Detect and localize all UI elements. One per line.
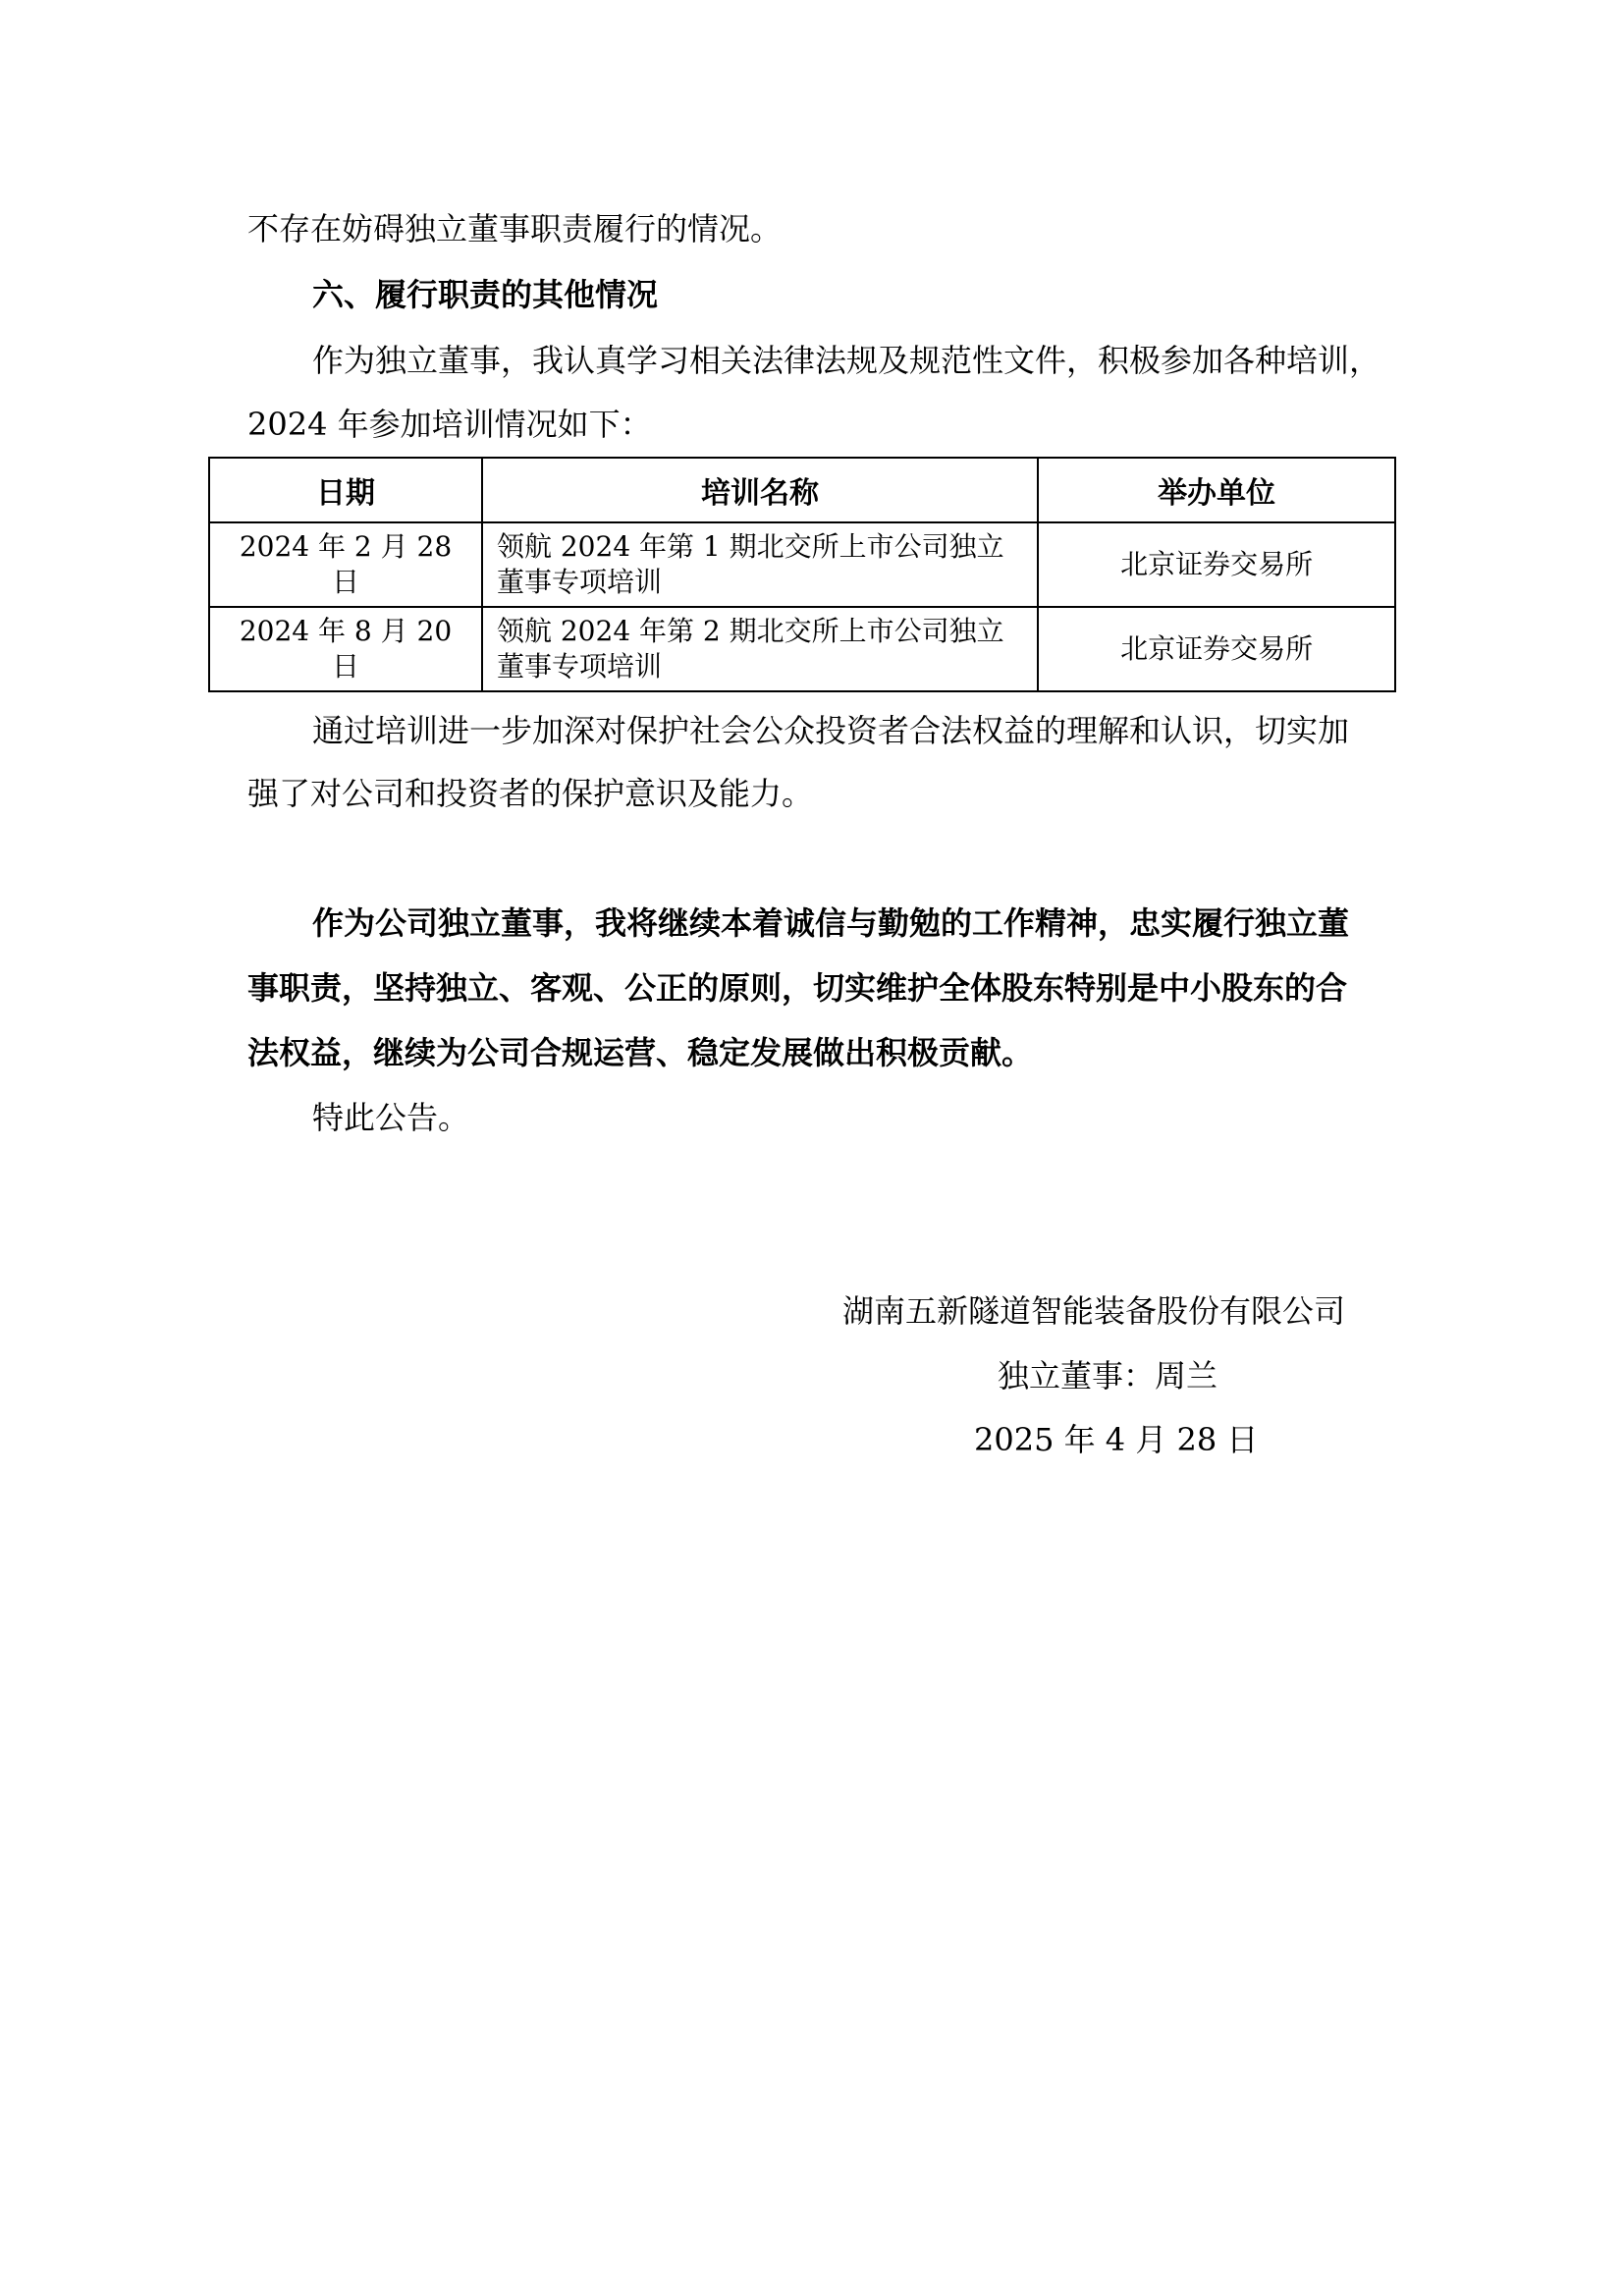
training-paragraph-line-1: 作为独立董事，我认真学习相关法律法规及规范性文件，积极参加各种培训， [312,342,1381,379]
table-row [209,607,1395,691]
table-header-row [209,458,1395,522]
training-name-line-1: 领航 2024 年第 2 期北交所上市公司独立 [496,615,1004,647]
signature-director: 独立董事：周兰 [998,1357,1218,1394]
header-date: 日期 [209,458,482,522]
after-table-paragraph-line-2: 强了对公司和投资者的保护意识及能力。 [247,775,814,812]
intro-tail-paragraph: 不存在妨碍独立董事职责履行的情况。 [247,210,783,247]
after-table-paragraph-line-1: 通过培训进一步加深对保护社会公众投资者合法权益的理解和认识，切实加 [312,712,1350,749]
training-name-line-2: 董事专项培训 [496,566,662,598]
training-name-line-2: 董事专项培训 [496,650,662,683]
announcement-line: 特此公告。 [312,1099,470,1136]
header-training-name: 培训名称 [482,458,1038,522]
section-six-heading: 六、履行职责的其他情况 [312,276,659,313]
training-name-line-1: 领航 2024 年第 1 期北交所上市公司独立 [496,530,1004,563]
row-organizer: 北京证券交易所 [1038,607,1395,691]
signature-company: 湖南五新隧道智能装备股份有限公司 [842,1292,1346,1330]
row-training-name [482,522,1038,607]
row-date: 2024 年 8 月 20 日 [209,607,482,691]
training-paragraph-line-2: 2024 年参加培训情况如下： [247,406,652,443]
closing-paragraph-line-2: 事职责，坚持独立、客观、公正的原则，切实维护全体股东特别是中小股东的合 [247,969,1348,1007]
row-date: 2024 年 2 月 28 日 [209,522,482,607]
row-organizer: 北京证券交易所 [1038,522,1395,607]
header-organizer: 举办单位 [1038,458,1395,522]
closing-paragraph-line-1: 作为公司独立董事，我将继续本着诚信与勤勉的工作精神，忠实履行独立董 [312,904,1350,942]
row-training-name [482,607,1038,691]
closing-paragraph-line-3: 法权益，继续为公司合规运营、稳定发展做出积极贡献。 [247,1034,1034,1071]
training-table [208,457,1396,692]
signature-date: 2025 年 4 月 28 日 [974,1421,1259,1458]
table-row [209,522,1395,607]
